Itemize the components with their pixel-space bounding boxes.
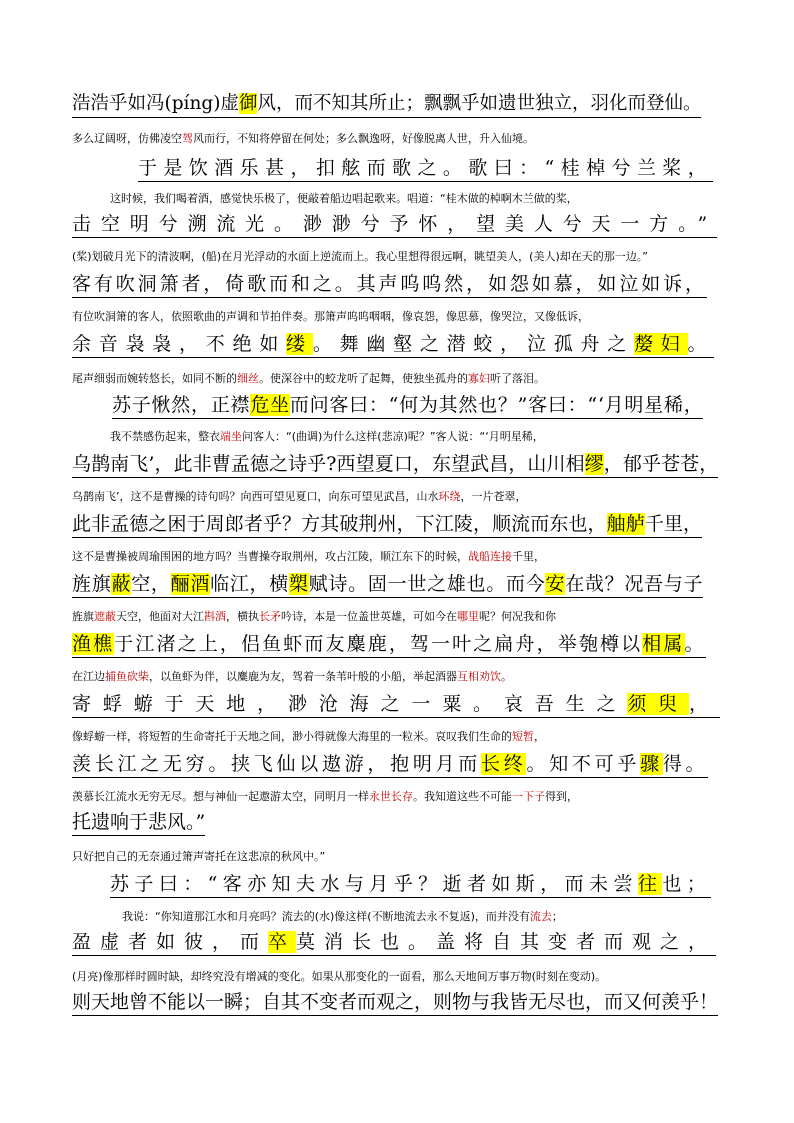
text-segment: 听了落泪。 (490, 372, 545, 385)
text-segment: 旌旗 (72, 573, 112, 595)
highlighted-word: 相属 (642, 633, 685, 655)
text-segment: 羡慕长江流水无穷无尽。想与神仙一起遨游太空，同明月一样 (72, 790, 369, 803)
text-segment: 天空，他面对大江 (116, 610, 204, 623)
text-segment: 有位吹洞箫的客人，依照歌曲的声调和节拍伴奏。那箫声呜呜咽咽，像哀怨，像思慕，像哭泣，又像低诉， (72, 310, 589, 323)
text-segment: ，横执 (226, 610, 259, 623)
text-segment: 于江渚之上，侣鱼虾而友麋鹿，驾一叶之扁舟，举匏樽以 (114, 633, 643, 655)
text-segment: 乌鹊南飞’，这不是曹操的诗句吗？向西可望见夏口，向东可望见武昌，山水 (72, 490, 439, 503)
highlighted-word: 长终 (481, 753, 527, 775)
text-segment: 我不禁感伤起来，整衣 (110, 430, 220, 443)
text-segment: 。我知道这些不可能 (413, 790, 512, 803)
original-text-line (72, 632, 706, 658)
text-segment: 。 (687, 333, 715, 355)
original-text-line (72, 572, 703, 598)
red-gloss: 短暂 (512, 730, 534, 743)
translation-line (72, 310, 589, 324)
highlighted-word: 须臾 (627, 693, 690, 715)
text-segment: 吟诗，本是一位盖世英雄，可如今在 (281, 610, 457, 623)
highlighted-word: 缕 (286, 333, 313, 355)
text-segment: 在江边 (72, 670, 105, 683)
text-segment: 千里， (644, 513, 703, 535)
text-segment: 旌旗 (72, 610, 94, 623)
original-text-line (112, 393, 703, 419)
text-segment: 苏子曰：“客亦知夫水与月乎？逝者如斯，而未尝 (110, 873, 638, 895)
text-segment: 乌鹊南飞’，此非曹孟德之诗乎?西望夏口，东望武昌，山川相 (72, 453, 585, 475)
text-segment: 客有吹洞箫者，倚歌而和之。其声呜呜然，如怨如慕，如泣如诉， (72, 273, 707, 295)
translation-line (72, 790, 578, 804)
text-segment: 。使深谷中的蛟龙听了起舞，使独坐孤舟的 (259, 372, 468, 385)
red-gloss: 环绕 (438, 490, 461, 503)
text-segment: 此非孟德之困于周郎者乎？方其破荆州，下江陵，顺流而东也， (72, 513, 607, 535)
original-text-line (72, 512, 702, 538)
translation-line (110, 430, 544, 444)
red-gloss: 遮蔽 (94, 610, 116, 623)
text-segment: ，一片苍翠， (460, 490, 527, 503)
highlighted-word: 酾酒 (170, 573, 211, 595)
text-segment: 在哉？况吾与子 (565, 573, 704, 595)
highlighted-word: 舳舻 (606, 513, 645, 535)
translation-line (72, 490, 527, 504)
original-text-line (72, 810, 205, 836)
highlighted-word: 卒 (268, 931, 297, 953)
text-segment: 风，而不知其所止；飘飘乎如遗世独立，羽化而登仙。 (257, 93, 702, 114)
text-segment: 苏子愀然，正襟 (112, 394, 251, 416)
original-text-line (72, 930, 716, 956)
translation-line (72, 970, 606, 984)
highlighted-word: 槊 (289, 573, 309, 595)
highlighted-word: 蔽 (111, 573, 132, 595)
text-segment: 托遗响于悲风。” (72, 811, 206, 833)
text-segment: 。知不可乎 (526, 753, 641, 775)
text-segment: ，郁乎苍苍， (603, 453, 719, 475)
text-segment: ， (534, 730, 545, 743)
text-segment: 风而行，不知将停留在何处；多么飘逸呀，好像脱离人世，升入仙境。 (193, 132, 534, 145)
text-segment: 这不是曹操被周瑜围困的地方吗？当曹操夺取荆州，攻占江陵，顺江东下的时候， (72, 550, 468, 563)
highlighted-word: 渔樵 (72, 633, 115, 655)
text-segment: 而问客曰：“何为其然也？”客曰：“‘月明星稀， (289, 394, 704, 416)
text-segment: 尾声细弱而婉转悠长，如同不断的 (72, 372, 237, 385)
text-segment: 赋诗。固一世之雄也。而今 (308, 573, 546, 595)
highlighted-word: 往 (637, 873, 663, 895)
text-segment: ； (551, 910, 563, 923)
original-text-line (72, 272, 707, 298)
original-text-line (72, 452, 718, 478)
highlighted-word: 嫠妇 (634, 333, 688, 355)
text-segment: 多么辽阔呀，仿佛凌空 (72, 132, 182, 145)
text-segment: (桨)划破月光下的清波啊，(船)在月光浮动的水面上逆流而上。我心里想得很远啊，眺望美人，(美人)却在天的那一边。” (72, 250, 648, 263)
red-gloss: 驾 (182, 132, 193, 145)
translation-line (72, 730, 545, 744)
red-gloss: 一下子 (512, 790, 545, 803)
translation-line (72, 132, 534, 146)
original-text-line (72, 332, 714, 358)
text-segment: 浩浩乎如冯(píng)虚 (72, 93, 239, 114)
text-segment: 千里， (512, 550, 545, 563)
text-segment: 像蜉蝣一样，将短暂的生命寄托于天地之间，渺小得就像大海里的一粒米。哀叹我们生命的 (72, 730, 512, 743)
red-gloss: 斟酒 (204, 610, 226, 623)
red-gloss: 流去 (529, 910, 552, 923)
text-segment: 莫消长也。盖将自其变者而观之， (296, 931, 717, 953)
text-segment: 羡长江之无穷。挟飞仙以遨游，抱明月而 (72, 753, 482, 775)
text-segment: 临江，横 (210, 573, 289, 595)
red-gloss: 寡妇 (468, 372, 490, 385)
translation-line (122, 910, 563, 924)
text-segment: ，以鱼虾为伴，以麋鹿为友，驾着一条苇叶般的小船，举起酒器 (149, 670, 457, 683)
red-gloss: 端坐 (220, 430, 242, 443)
highlighted-word: 安 (545, 573, 566, 595)
text-segment: (月亮)像那样时圆时缺，却终究没有增减的变化。如果从那变化的一面看，那么天地间万事万物(时刻在变动)。 (72, 970, 607, 983)
text-segment: 问客人：“(曲调)为什么这样(悲凉)呢？”客人说：“‘月明星稀， (242, 430, 544, 443)
red-gloss: 捕鱼砍柴 (105, 670, 149, 683)
translation-line (72, 250, 648, 264)
translation-line (72, 850, 325, 864)
highlighted-word: 危坐 (250, 394, 290, 416)
text-segment: 这时候，我们喝着酒，感觉快乐极了，便敲着船边唱起歌来。唱道：“桂木做的棹啊木兰做的桨， (110, 192, 578, 205)
text-segment: 呢？何况我和你 (479, 610, 556, 623)
original-text-line (110, 872, 711, 898)
original-text-line (72, 752, 708, 778)
text-segment: 我说：“你知道那江水和月亮吗？流去的(水)像这样(不断地流去永不复返)，而并没有 (122, 910, 530, 923)
text-segment: 盈虚者如彼，而 (72, 931, 269, 953)
translation-line (72, 372, 545, 386)
red-gloss: 永世长存 (369, 790, 413, 803)
text-segment: ， (689, 693, 720, 715)
text-segment: 得。 (662, 753, 709, 775)
text-segment: 于是饮酒乐甚，扣舷而歌之。歌曰：“桂棹兮兰桨， (138, 157, 714, 179)
highlighted-word: 缪 (584, 453, 604, 475)
text-segment: 寄蜉蝣于天地，渺沧海之一粟。哀吾生之 (72, 693, 628, 715)
text-segment: 也； (662, 873, 712, 895)
translation-line (72, 550, 545, 564)
text-segment: 余音袅袅，不绝如 (72, 333, 287, 355)
red-gloss: 长矛 (259, 610, 281, 623)
red-gloss: 互相劝饮 (457, 670, 501, 683)
text-segment: 则天地曾不能以一瞬；自其不变者而观之，则物与我皆无尽也，而又何羡乎！ (72, 991, 719, 1013)
text-segment: 只好把自己的无奈通过箫声寄托在这悲凉的秋风中。” (72, 850, 326, 863)
text-segment: 空， (131, 573, 171, 595)
highlighted-word: 御 (238, 93, 258, 114)
text-segment: 。 (501, 670, 512, 683)
original-text-line (72, 92, 701, 118)
red-gloss: 哪里 (457, 610, 479, 623)
original-text-line (72, 212, 717, 238)
red-gloss: 战船连接 (468, 550, 512, 563)
text-segment: 。 (684, 633, 706, 655)
translation-line (110, 192, 578, 206)
red-gloss: 细丝 (237, 372, 259, 385)
text-segment: 得到， (545, 790, 578, 803)
original-text-line (72, 990, 718, 1016)
translation-line (72, 670, 512, 684)
translation-line (72, 610, 556, 624)
original-text-line (72, 692, 720, 718)
text-segment: 击空明兮溯流光。渺渺兮予怀，望美人兮天一方。” (72, 213, 718, 235)
original-text-line (138, 156, 713, 182)
highlighted-word: 骤 (640, 753, 663, 775)
text-segment: 。舞幽壑之潜蛟，泣孤舟之 (312, 333, 634, 355)
